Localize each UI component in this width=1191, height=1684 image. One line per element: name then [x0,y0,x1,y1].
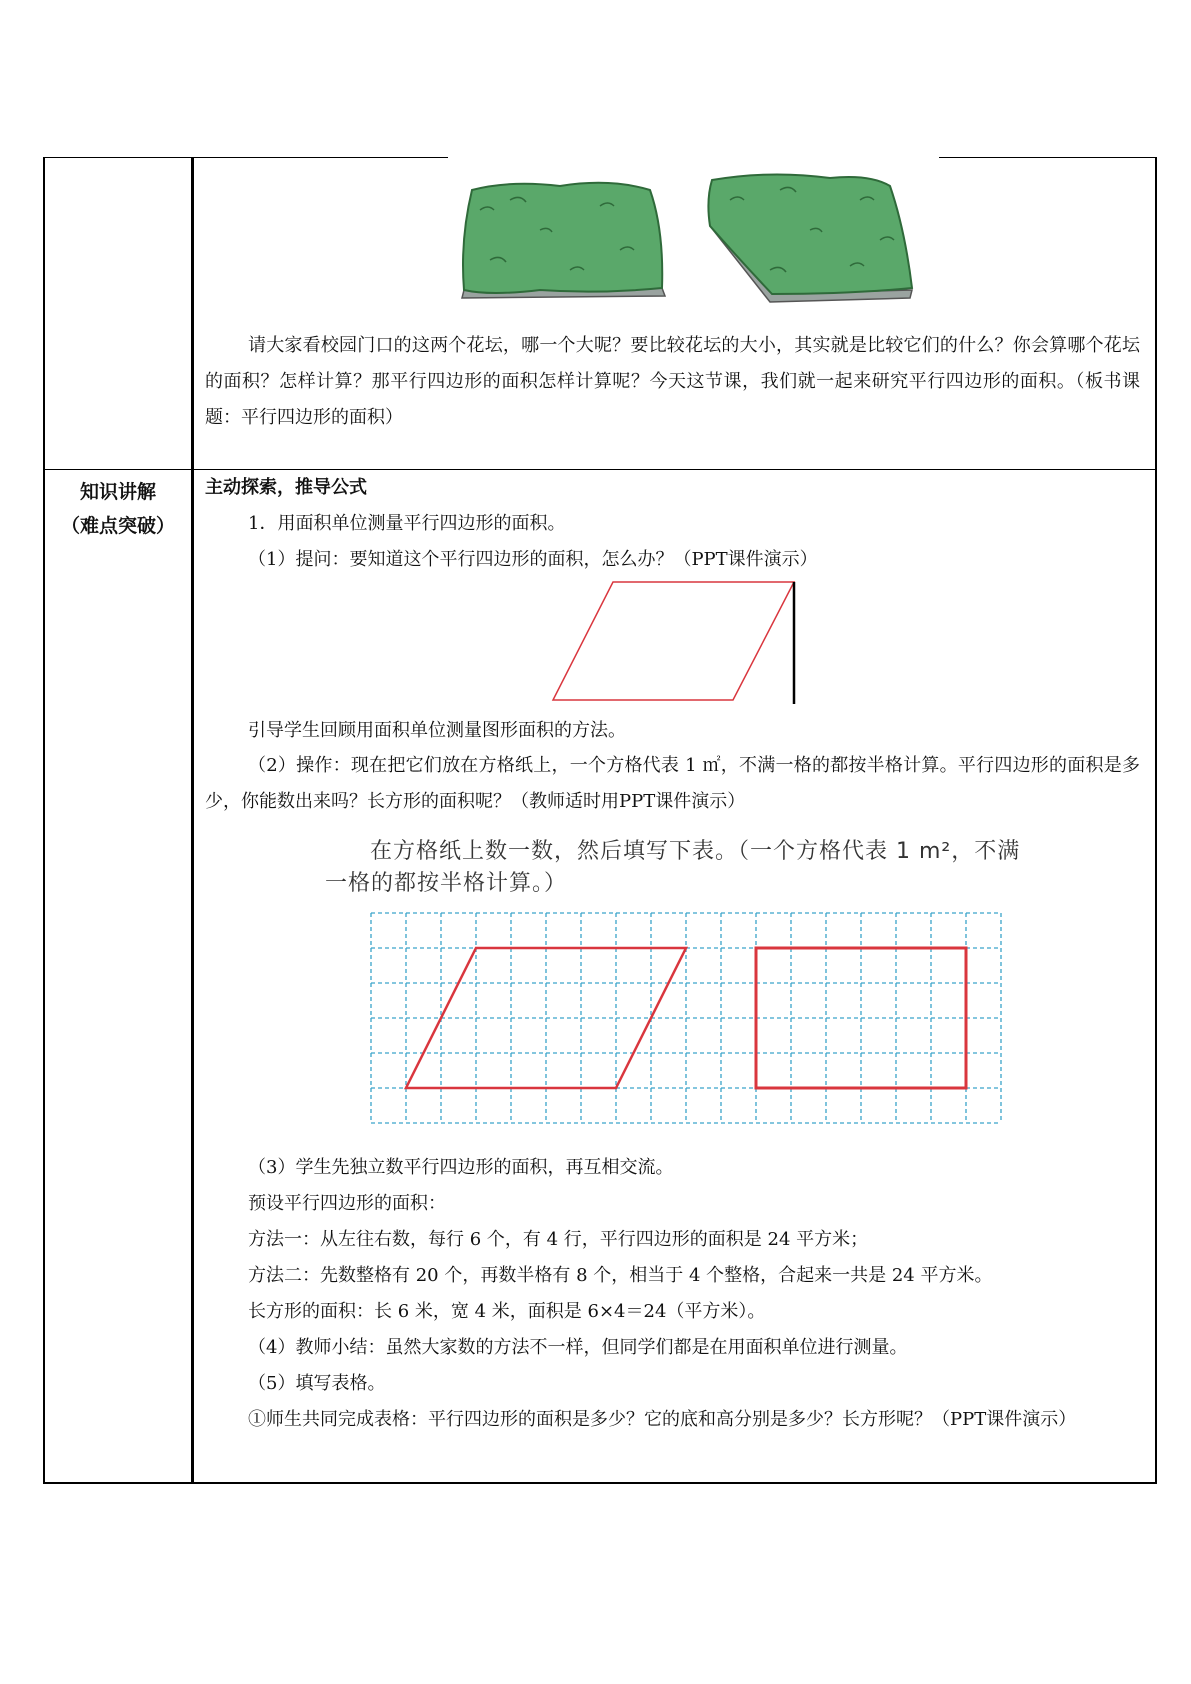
guide-text: 引导学生回顾用面积单位测量图形面积的方法。 [248,720,626,741]
step-3: （3）学生先独立数平行四边形的面积，再互相交流。 [248,1157,674,1178]
flower-bed-rectangle [462,183,665,298]
figure-caption-line2: 一格的都按半格计算。） [325,871,568,896]
preset-text: 预设平行四边形的面积： [248,1193,446,1214]
parallelogram-shape [553,582,794,700]
figure-caption-line1: 在方格纸上数一数，然后填写下表。（一个方格代表 1 m²，不满 [370,839,1021,864]
method-2: 方法二：先数整格有 20 个，再数半格有 8 个，相当于 4 个整格，合起来一共是 24 平方米。 [248,1265,993,1286]
grid-lines [371,913,1001,1123]
parallelogram-figure [548,578,798,706]
section-label-line1: 知识讲解 [79,481,156,503]
step-4: （4）教师小结：虽然大家数的方法不一样，但同学们都是在用面积单位进行测量。 [248,1337,908,1358]
step-1: 1．用面积单位测量平行四边形的面积。 [248,513,566,534]
section-label [45,475,191,543]
grid-figure [367,908,1007,1134]
table-top-border-left [43,157,448,158]
operation-2: （2）操作：现在把它们放在方格纸上，一个方格代表 1 ㎡，不满一格的都按半格计算。平行四边形的面积是多少，你能数出来吗？长方形的面积呢？（教师适时用PPT课件演示） [205,755,1140,812]
intro-paragraph: 请大家看校园门口的这两个花坛，哪一个大呢？要比较花坛的大小，其实就是比较它们的什么？你会算哪个花坛的面积？怎样计算？那平行四边形的面积怎样计算呢？今天这节课，我们就一起来研究平行四边形的面积。（板书课题：平行四边形的面积） [205,335,1140,428]
step-5a: ①师生共同完成表格：平行四边形的面积是多少？它的底和高分别是多少？长方形呢？（PPT课件演示） [248,1409,1077,1430]
method-1: 方法一：从左往右数，每行 6 个，有 4 行，平行四边形的面积是 24 平方米； [248,1229,869,1250]
section-heading: 主动探索，推导公式 [205,477,367,498]
table-top-border-right [939,157,1155,158]
flower-beds-illustration [450,170,940,310]
step-5: （5）填写表格。 [248,1373,386,1394]
flower-bed-parallelogram [708,174,912,302]
section-label-line2: （难点突破） [60,515,175,537]
column-divider [191,157,194,1482]
rectangle-area: 长方形的面积：长 6 米，宽 4 米，面积是 6×4＝24（平方米）。 [248,1301,766,1322]
question-1: （1）提问：要知道这个平行四边形的面积，怎么办？（PPT课件演示） [248,549,818,570]
